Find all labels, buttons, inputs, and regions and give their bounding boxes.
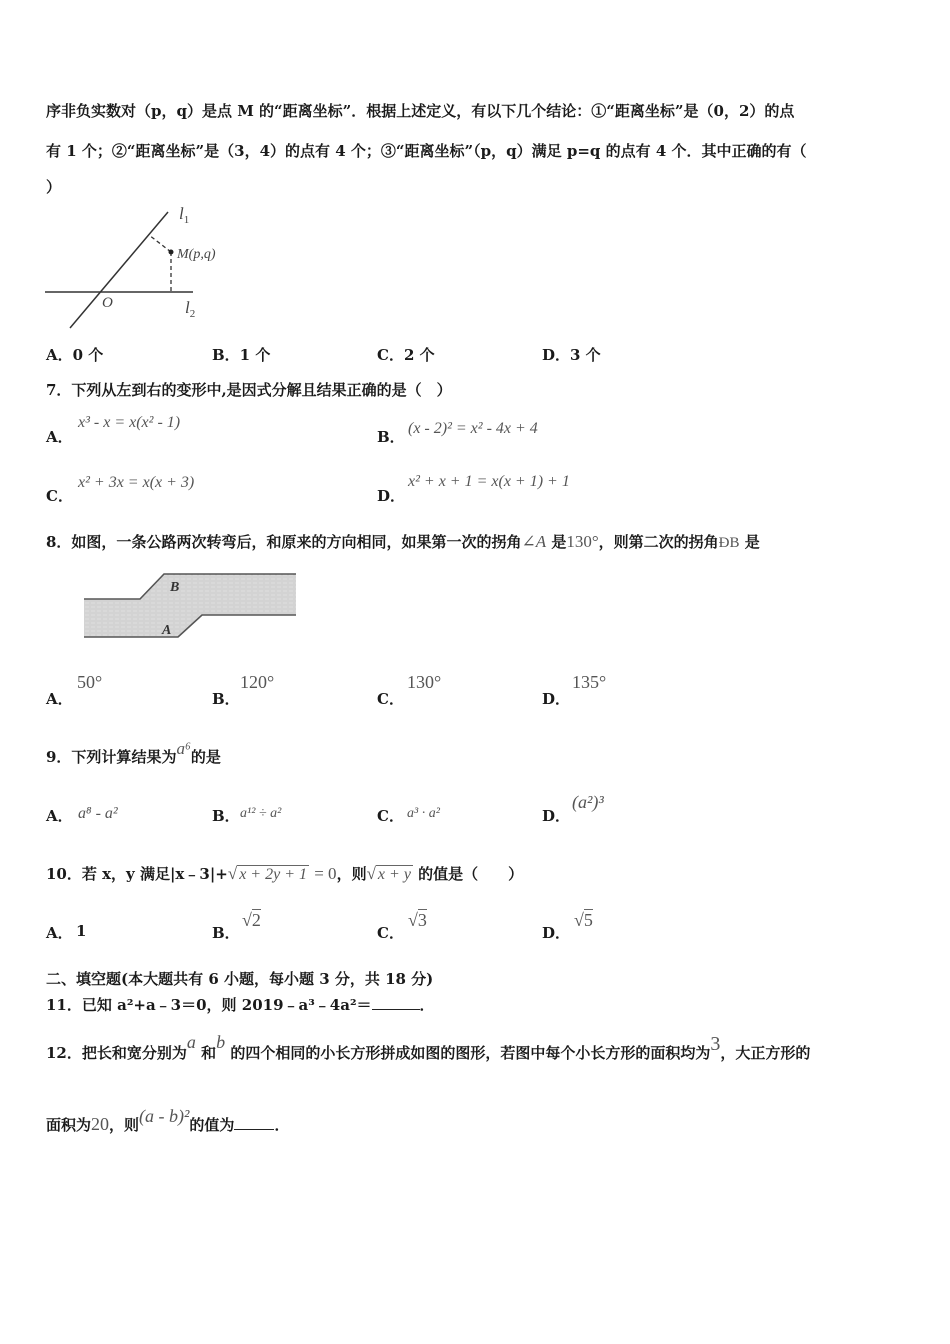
q12-line-2: 面积为20，则(a - b)²的值为 ． [46,1106,290,1134]
sqrt-1: √ x + 2y + 1 [227,864,307,883]
q9-option-d-label: D． [542,807,571,825]
q10-option-d-value: √5 [574,910,593,930]
q6-figure [40,200,240,335]
q6-option-d: D．3 个 [542,346,601,364]
road-label-b: B [170,580,180,595]
q10-option-b-label: B． [212,924,240,942]
q11: 11．已知 a²+a﹣3＝0，则 2019﹣a³﹣4a²＝ ． [46,996,435,1014]
q9-option-a-label: A． [46,807,73,825]
sqrt-2: √ x + y [366,864,411,883]
label-o: O [102,295,113,311]
q6-option-b: B．1 个 [212,346,271,364]
q8-option-a-label: A． [46,690,73,708]
road-label-a: A [162,623,172,638]
q7-option-d-label: D． [377,487,406,505]
q7-option-b-label: B． [377,428,405,446]
q8-option-c-label: C． [377,690,404,708]
q6-line-2: 有 1 个；②“距离坐标”是（3，4）的点有 4 个；③“距离坐标”（p，q）满足 p=q 的点有 4 个．其中正确的有（ [46,142,807,160]
label-l1: $l_1$ [179,204,190,226]
q11-answer-blank[interactable] [372,995,420,1010]
q9-option-d-value: (a²)³ [572,792,604,812]
q9-option-c-label: C． [377,807,404,825]
q6-line-3: ） [46,178,62,196]
q7-option-c-expr: x² + 3x = x(x + 3) [78,474,195,491]
point-m [169,250,174,255]
section-2-heading: 二、填空题(本大题共有 6 小题，每小题 3 分，共 18 分) [46,970,434,988]
axis-l1 [70,212,168,328]
q8-option-d-label: D． [542,690,571,708]
q6-option-c: C．2 个 [377,346,435,364]
label-m: M(p,q) [177,247,216,262]
q8-road-figure [82,572,300,640]
q7-option-b-expr: (x - 2)² = x² - 4x + 4 [408,420,538,437]
q8-option-c-value: 130° [407,672,442,692]
road-shape [84,574,296,637]
q6-option-a: A．0 个 [46,346,104,364]
q7-stem: 7．下列从左到右的变形中,是因式分解且结果正确的是（ ） [46,381,452,399]
q9-option-a-value: a⁸ - a² [78,805,118,822]
q7-option-a-expr: x³ - x = x(x² - 1) [78,414,181,431]
q10-option-a-value: 1 [76,922,87,940]
q10-stem: 10．若 x，y 满足|x﹣3|+√ x + 2y + 1 = 0，则√ x + y 的值是（ ） [46,864,524,883]
label-l2: $l_2$ [185,298,196,320]
q7-option-c-label: C． [46,487,73,505]
q12-answer-blank[interactable] [234,1115,274,1130]
q10-option-c-value: √3 [408,910,427,930]
q8-option-b-label: B． [212,690,240,708]
q9-option-b-label: B． [212,807,240,825]
q9-option-b-value: a¹² ÷ a² [240,806,282,821]
q10-option-a-label: A． [46,924,73,942]
q12-line-1: 12．把长和宽分别为a 和b 的四个相同的小长方形拼成如图的图形，若图中每个小长方形的面积均为3，大正方形的 [46,1032,811,1062]
q8-stem: 8．如图，一条公路两次转弯后，和原来的方向相同，如果第一次的拐角∠A 是130°，则第二次的拐角ÐB 是 [46,532,760,551]
q6-line-1: 序非负实数对（p，q）是点 M 的“距离坐标”．根据上述定义，有以下几个结论：①“距离坐标”是（0，2）的点 [46,102,795,120]
q10-option-d-label: D． [542,924,571,942]
q7-option-a-label: A． [46,428,73,446]
q8-option-a-value: 50° [77,672,103,692]
q9-option-c-value: a³ · a² [407,806,440,821]
q8-option-d-value: 135° [572,672,607,692]
q9-stem: 9．下列计算结果为a⁶的是 [46,739,221,766]
q10-option-c-label: C． [377,924,404,942]
perp-to-l1 [149,235,171,252]
q10-option-b-value: √2 [242,910,261,930]
q7-option-d-expr: x² + x + 1 = x(x + 1) + 1 [408,473,570,490]
q8-option-b-value: 120° [240,672,275,692]
